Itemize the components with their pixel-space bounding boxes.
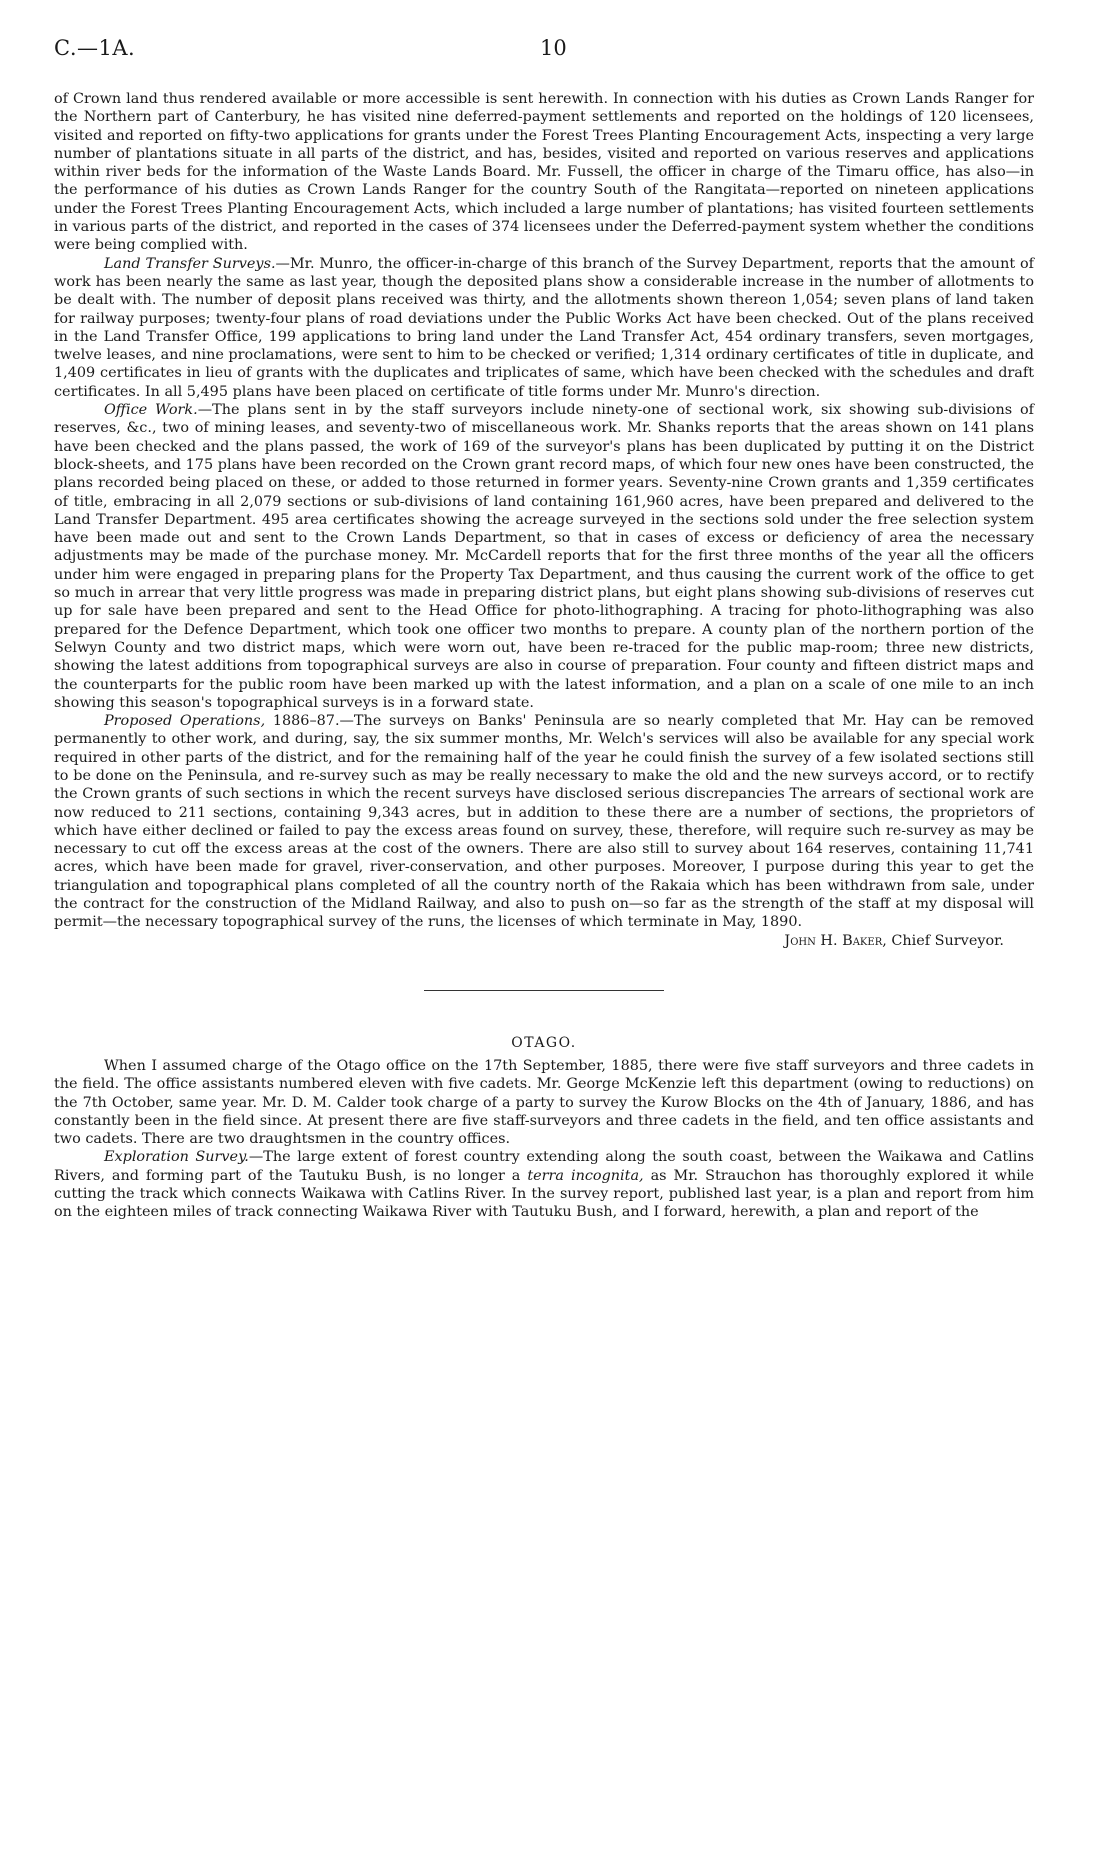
proposed-operations-heading: Proposed Operations, (104, 713, 266, 730)
proposed-operations-text: 1886–87.—The surveys on Banks' Peninsula are so nearly completed that Mr. Hay can be removed permanently to other work, and during, say, the six summer months, Mr. Welch's services will also be available for any special work required in other parts of the district, and for the remaining half of the year he could finish the survey of a few isolated sections still to be done on the Peninsula, and re-survey such as may be really necessary to make the old and the new surveys accord, or to rectify the Crown grants of such sections in which the recent surveys have disclosed serious discrepancies The arrears of sectional work are now reduced to 211 sections, containing 9,343 acres, but in addition to these there are a number of sections, the proprietors of which have either declined or failed to pay the excess areas found on survey, these, therefore, will require such re-survey as may be necessary to cut off the excess areas at the cost of the owners. There are also still to survey about 164 reserves, containing 11,741 acres, which have been made for gravel, river-conservation, and other purposes. Moreover, I purpose during this year to get the triangulation and topographical plans completed of all the country north of the Rakaia which has been withdrawn from sale, under the contract for the construction of the Midland Railway, and also to push on—so far as the strength of the staff at my disposal will permit—the necessary topographical survey of the runs, the licenses of which terminate in May, 1890. (54, 713, 1034, 931)
office-work-heading: Office Work. (104, 402, 198, 419)
page-number: 10 (540, 36, 567, 60)
exploration-text-a: —The large extent of forest country extending along the south coast, between the Waikawa and Catlins Rivers, and forming part of the Tautuku Bush, is no longer a (54, 1149, 1034, 1184)
otago-section-title: OTAGO. (511, 1034, 577, 1051)
exploration-heading: Exploration Survey. (104, 1149, 249, 1166)
paragraph-land-transfer-surveys (54, 255, 1034, 401)
paragraph-office-work (54, 401, 1034, 712)
page-body (54, 90, 1034, 1222)
signature (54, 932, 1004, 950)
document-code: C.—1A. (54, 36, 136, 60)
section-divider (424, 990, 664, 991)
land-transfer-text: —Mr. Munro, the officer-in-charge of this branch of the Survey Department, reports that the amount of work has been nearly the same as last year, though the deposited plans show a considerable increase in the number of allotments to be dealt with. The number of deposit plans received was thirty, and the allotments shown thereon 1,054; seven plans of land taken for railway purposes; twenty-four plans of road deviations under the Public Works Act have been checked. Out of the plans received in the Land Transfer Office, 199 applications to bring land under the Land Transfer Act, 454 ordinary transfers, seven mortgages, twelve leases, and nine proclamations, were sent to him to be checked or verified; 1,314 ordinary certificates of title in duplicate, and 1,409 certificates in lieu of grants with the duplicates and triplicates of same, which have been checked with the schedules and draft certificates. In all 5,495 plans have been placed on certificate of title forms under Mr. Munro's direction. (54, 255, 1035, 400)
signature-name: John H. Baker (784, 932, 883, 949)
paragraph-otago-intro: When I assumed charge of the Otago office on the 17th September, 1885, there were five staff surveyors and three cadets in the field. The office assistants numbered eleven with five cadets. Mr. George McKenzie left this department (owing to reductions) on the 7th October, same year. Mr. D. M. Calder took charge of a party to survey the Kurow Blocks on the 4th of January, 1886, and has constantly been in the field since. At present there are five staff-surveyors and three cadets in the field, and ten office assistants and two cadets. There are two draughtsmen in the country offices. (54, 1057, 1034, 1148)
exploration-text-b: as Mr. Strauchon has thoroughly explored it while cutting the track which connects Waikawa with Catlins River. In the survey report, published last year, is a plan and report from him on the eighteen miles of track connecting Waikawa River with Tautuku Bush, and I forward, herewith, a plan and report of the (54, 1167, 1034, 1221)
exploration-italic-phrase: terra incognita, (527, 1167, 644, 1184)
office-work-text: —The plans sent in by the staff surveyors include ninety-one of sectional work, six showing sub-divisions of reserves, &c., two of mining leases, and seventy-two of miscellaneous work. Mr. Shanks reports that the areas shown on 141 plans have been checked and the plans passed, the work of 169 of the surveyor's plans has been duplicated by putting it on the District block-sheets, and 175 plans have been recorded on the Crown grant record maps, of which four new ones have been constructed, the plans recorded being placed on these, or added to those returned in former years. Seventy-nine Crown grants and 1,359 certificates of title, embracing in all 2,079 sections or sub-divisions of land containing 161,960 acres, have been prepared and delivered to the Land Transfer Department. 495 area certificates showing the acreage surveyed in the sections sold under the free selection system have been made out and sent to the Crown Lands Department, so that in cases of excess or deficiency of area the necessary adjustments may be made of the purchase money. Mr. McCardell reports that for the first three months of the year all the officers under him were engaged in preparing plans for the Property Tax Department, and thus causing the current work of the office to get so much in arrear that very little progress was made in preparing district plans, but eight plans showing sub-divisions of reserves cut up for sale have been prepared and sent to the Head Office for photo-lithographing. A tracing for photo-lithographing was also prepared for the Defence Department, which took one officer two months to prepare. A county plan of the northern portion of the Selwyn County and two district maps, which were worn out, have been re-traced for the public map-room; three new districts, showing the latest additions from topographical surveys are also in course of preparation. Four county and fifteen district maps and the counterparts for the public room have been marked up with the latest information, and a plan on a scale of one mile to an inch showing this season's topographical surveys is in a forward state. (54, 402, 1035, 711)
paragraph-exploration-survey (54, 1148, 1034, 1221)
page-header (54, 36, 1034, 66)
land-transfer-heading: Land Transfer Surveys. (104, 255, 276, 272)
signature-title: , Chief Surveyor. (882, 932, 1004, 949)
paragraph-continuation: of Crown land thus rendered available or more accessible is sent herewith. In connection with his duties as Crown Lands Ranger for the Northern part of Canterbury, he has visited nine deferred-payment settlements and reported on the holdings of 120 licensees, visited and reported on fifty-two applications for grants under the Forest Trees Planting Encouragement Acts, inspecting a very large number of plantations situate in all parts of the district, and has, besides, visited and reported on various reserves and applications within river beds for the information of the Waste Lands Board. Mr. Fussell, the officer in charge of the Timaru office, has also—in the performance of his duties as Crown Lands Ranger for the country South of the Rangitata—reported on nineteen applications under the Forest Trees Planting Encouragement Acts, which included a large number of plantations; has visited fourteen settlements in various parts of the district, and reported in the cases of 374 licensees under the Deferred-payment system whether the conditions were being complied with. (54, 91, 1034, 254)
paragraph-proposed-operations (54, 712, 1034, 932)
